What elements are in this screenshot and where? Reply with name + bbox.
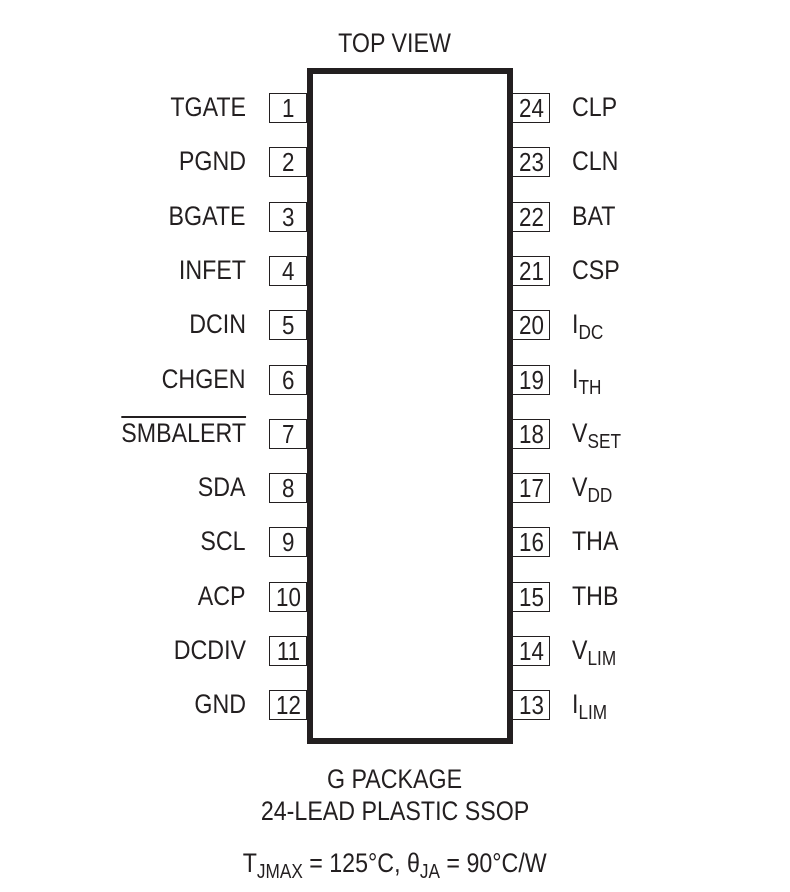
pin-name: SDA: [198, 472, 246, 503]
pin-name: DCIN: [189, 309, 246, 340]
pin-number: 1: [281, 93, 295, 123]
pin-label: [174, 637, 246, 664]
pin-name: I: [572, 363, 579, 394]
pin-name: CHGEN: [162, 363, 246, 394]
pin-number: 12: [275, 690, 301, 721]
pin-label: [189, 311, 246, 338]
pin-name-subscript: LIM: [587, 648, 617, 670]
pin-number-box: [269, 582, 307, 612]
pin-number-box: [269, 527, 307, 557]
pin-label: [572, 254, 620, 285]
pin-name: ACP: [198, 580, 246, 611]
pin-name: GND: [194, 689, 246, 720]
pin-label: [178, 254, 246, 285]
pin-number: 18: [518, 418, 544, 449]
pin-number: 22: [518, 201, 544, 232]
pin-number-box: [269, 636, 307, 666]
pin-name: TGATE: [170, 92, 246, 122]
pin-label: [572, 580, 619, 611]
tj-value: = 125°C,: [303, 848, 408, 878]
pin-label: [198, 474, 246, 501]
pin-name-subscript: DD: [587, 485, 613, 508]
pin-number-box: [269, 310, 307, 340]
tj-symbol: T: [243, 848, 258, 878]
pin-label: [572, 94, 617, 121]
tj-sub: JMAX: [257, 861, 304, 883]
pin-number-box: [269, 690, 307, 720]
pin-label: [572, 689, 608, 725]
pin-name: BGATE: [169, 200, 246, 231]
pin-number: 14: [518, 636, 544, 666]
pin-name: THB: [572, 580, 619, 611]
pin-number: 11: [276, 636, 300, 666]
pin-number: 9: [281, 527, 295, 558]
pin-name: CLN: [572, 146, 619, 177]
top-view-label: TOP VIEW: [338, 28, 452, 58]
package-name: G PACKAGE: [327, 764, 463, 794]
pin-number-box: [269, 419, 307, 449]
package-description: 24-LEAD PLASTIC SSOP: [260, 796, 530, 826]
pin-number: 5: [281, 310, 295, 341]
pin-label: [572, 148, 618, 175]
pin-number: 13: [518, 690, 544, 721]
pin-name: SCL: [200, 526, 246, 557]
pin-label: [572, 417, 621, 453]
theta-symbol: θ: [407, 848, 421, 878]
pin-number: 16: [518, 527, 544, 558]
pin-label: [201, 528, 246, 555]
pin-number: 2: [281, 147, 295, 178]
pin-number: 10: [275, 581, 301, 612]
pin-label: [198, 580, 246, 611]
pin-number: 19: [518, 364, 544, 395]
pin-label: [121, 417, 246, 448]
pin-number: 6: [281, 364, 295, 395]
pin-number-box: [512, 473, 550, 503]
pin-label: [179, 148, 246, 175]
pin-label: [169, 200, 246, 231]
pin-name: THA: [572, 526, 619, 557]
pin-name-subscript: LIM: [578, 702, 608, 725]
pin-number-box: [512, 582, 550, 612]
theta-sub: JA: [420, 861, 441, 883]
pin-label: [572, 309, 604, 345]
pin-label: [170, 94, 246, 121]
pin-number: 17: [518, 473, 544, 504]
pin-number-box: [512, 147, 550, 177]
pin-name: CSP: [572, 254, 620, 285]
pin-label: [194, 691, 246, 718]
pin-label: [572, 528, 618, 555]
pin-number: 7: [281, 418, 295, 449]
pin-number-box: [512, 636, 550, 666]
pin-number-box: [512, 256, 550, 286]
pin-name: SMBALERT: [121, 417, 246, 448]
pin-label: [572, 472, 613, 508]
pin-number-box: [512, 365, 550, 395]
pin-number: 23: [518, 147, 544, 178]
pin-name: V: [572, 472, 588, 503]
thermal-spec: [0, 848, 790, 883]
pin-name: DCDIV: [173, 635, 246, 665]
pin-number-box: [512, 93, 550, 123]
pin-name-subscript: DC: [578, 322, 604, 345]
ic-package-body: [307, 68, 513, 744]
pin-name: CLP: [572, 92, 618, 122]
pin-number-box: [512, 202, 550, 232]
pin-name: BAT: [572, 200, 616, 231]
pin-number-box: [512, 310, 550, 340]
pin-name-subscript: SET: [587, 430, 621, 453]
pin-name: V: [572, 417, 588, 448]
pin-number-box: [512, 527, 550, 557]
pin-number: 8: [281, 473, 295, 504]
pin-number-box: [269, 256, 307, 286]
pin-number-box: [269, 93, 307, 123]
pin-name: I: [572, 689, 579, 720]
pin-label: [572, 363, 602, 399]
pin-number: 21: [518, 255, 544, 286]
pin-number-box: [269, 365, 307, 395]
pin-number: 20: [518, 310, 544, 341]
pin-name: I: [572, 309, 579, 340]
pin-number-box: [512, 419, 550, 449]
pin-number-box: [269, 202, 307, 232]
pin-name: V: [572, 635, 588, 665]
pin-number: 24: [518, 93, 544, 123]
pin-number-box: [512, 690, 550, 720]
pin-name: PGND: [178, 146, 246, 177]
pin-number: 4: [281, 255, 295, 286]
pin-number: 3: [281, 201, 295, 232]
pin-name: INFET: [178, 254, 246, 285]
pin-label: [162, 363, 246, 394]
theta-value: = 90°C/W: [440, 848, 547, 878]
pin-number: 15: [518, 581, 544, 612]
pin-name-subscript: TH: [578, 376, 602, 399]
pin-number-box: [269, 147, 307, 177]
pin-label: [572, 635, 617, 670]
pin-label: [572, 200, 616, 231]
pin-number-box: [269, 473, 307, 503]
